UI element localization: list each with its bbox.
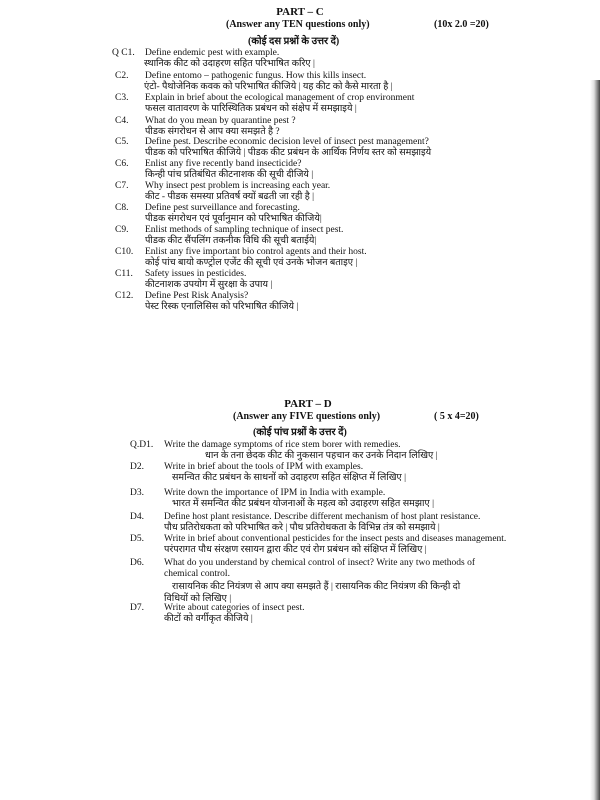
question-hindi: कोई पांच बायो कण्ट्रोल एजेंट की सूची एवं उनके भोजन बताइए | [145, 258, 358, 268]
question-hindi: पीडक संगरोधन एवं पूर्वानुमान को परिभाषित कीजिये| [145, 214, 322, 224]
question-number: Q C1. [112, 48, 135, 58]
question-hindi: पीडक को परिभाषित कीजिये | पीडक कीट प्रबंधन के आर्थिक निर्णय स्तर को समझाइये [145, 148, 432, 158]
question-hindi: एंटो- पैथोजेनिक कवक को परिभाषित कीजिये | यह कीट को कैसे मारता है | [144, 82, 393, 92]
question-english: Enlist any five important bio control agents and their host. [145, 247, 367, 257]
question-hindi: रासायनिक कीट नियंत्रण से आप क्या समझते हैं | रासायनिक कीट नियंत्रण की किन्ही दो [172, 582, 461, 592]
question-hindi: समन्वित कीट प्रबंधन के साधनों को उदाहरण सहित संक्षिप्त में लिखिए | [172, 473, 407, 483]
question-english: Enlist any five recently band insecticide? [145, 159, 302, 169]
question-number: C4. [115, 116, 129, 126]
question-english: Enlist methods of sampling technique of insect pest. [145, 225, 344, 235]
question-number: C12. [115, 291, 134, 301]
question-hindi: कीटनाशक उपयोग में सुरक्षा के उपाय | [145, 280, 273, 290]
question-hindi: पेस्ट रिस्क एनालिसिस को परिभाषित कीजिये | [145, 302, 299, 312]
question-hindi: किन्ही पांच प्रतिबंधित कीटनाशक की सूची दीजिये | [145, 170, 314, 180]
part-c-hindi-instruction: (कोई दस प्रश्नों के उत्तर दें) [248, 36, 340, 47]
question-hindi: भारत में समन्वित कीट प्रबंधन योजनाओं के महत्व को उदाहरण सहित समझाए | [172, 499, 435, 509]
question-hindi: परंपरागत पौध संरक्षण रसायन द्वारा कीट एवं रोग प्रबंधन को संक्षिप्त में लिखिए | [164, 545, 427, 555]
question-english: Safety issues in pesticides. [145, 269, 247, 279]
question-number: C5. [115, 137, 129, 147]
question-number: C2. [115, 71, 129, 81]
question-number: D6. [130, 558, 144, 568]
question-hindi: पौध प्रतिरोधकता को परिभाषित करे | पौध प्रतिरोधकता के विभिन्न तंत्र को समझाये | [164, 523, 440, 533]
question-english: Explain in brief about the ecological management of crop environment [145, 93, 415, 103]
part-d-hindi-instruction: (कोई पांच प्रश्नों के उत्तर दें) [253, 427, 347, 438]
question-english: Write down the importance of IPM in India with example. [164, 488, 386, 498]
question-hindi: पीडक कीट सैंपलिंग तकनीक विधि की सूची बताईये| [145, 236, 317, 246]
question-number: C7. [115, 181, 129, 191]
question-english: Define endemic pest with example. [145, 48, 280, 58]
question-english: Write about categories of insect pest. [164, 603, 305, 613]
question-hindi: कीट - पीडक समस्या प्रतिवर्ष क्यों बढती जा रही है | [145, 192, 315, 202]
question-english: Why insect pest problem is increasing each year. [145, 181, 331, 191]
question-number: C6. [115, 159, 129, 169]
question-hindi: फसल वातावरण के पारिस्थितिक प्रबंधन को संक्षेप में समझाइये | [145, 104, 357, 114]
question-number: C8. [115, 203, 129, 213]
scan-edge-shadow [590, 80, 600, 800]
question-hindi: पीडक संगरोधन से आप क्या समझते है ? [145, 127, 280, 137]
part-d-instruction: (Answer any FIVE questions only) [233, 411, 381, 422]
question-english: Define entomo – pathogenic fungus. How this kills insect. [145, 71, 367, 81]
part-d-marks: ( 5 x 4=20) [434, 411, 479, 422]
question-english: Write in brief about conventional pesticides for the insect pests and diseases management. [164, 534, 507, 544]
question-hindi: स्थानिक कीट को उदाहरण सहित परिभाषित करिए | [144, 59, 315, 69]
question-number: D7. [130, 603, 144, 613]
question-english: Define host plant resistance. Describe different mechanism of host plant resistance. [164, 512, 481, 522]
question-number: C11. [115, 269, 133, 279]
question-number: D5. [130, 534, 144, 544]
question-number: C3. [115, 93, 129, 103]
question-english: Define Pest Risk Analysis? [145, 291, 249, 301]
question-english: Define pest. Describe economic decision level of insect pest management? [145, 137, 429, 147]
part-d-title: PART – D [284, 398, 332, 410]
question-english: What do you understand by chemical control of insect? Write any two methods of [164, 558, 476, 568]
question-number: D4. [130, 512, 144, 522]
question-english: Write in brief about the tools of IPM with examples. [164, 462, 364, 472]
question-number: C9. [115, 225, 129, 235]
question-english: What do you mean by quarantine pest ? [145, 116, 296, 126]
question-hindi-cont: विधियों को लिखिए | [164, 594, 232, 604]
question-number: D2. [130, 462, 144, 472]
part-c-instruction: (Answer any TEN questions only) [226, 19, 370, 30]
part-c-title: PART – C [276, 6, 324, 18]
question-number: Q.D1. [130, 440, 154, 450]
question-number: D3. [130, 488, 144, 498]
question-english: Write the damage symptoms of rice stem borer with remedies. [164, 440, 401, 450]
question-number: C10. [115, 247, 134, 257]
question-english-cont: chemical control. [164, 569, 230, 579]
question-hindi: कीटों को वर्गीकृत कीजिये | [164, 614, 253, 624]
question-english: Define pest surveillance and forecasting. [145, 203, 300, 213]
question-hindi: धान के तना छेदक कीट की नुकसान पहचान कर उनके निदान लिखिए | [205, 451, 438, 461]
part-c-marks: (10x 2.0 =20) [434, 19, 489, 30]
